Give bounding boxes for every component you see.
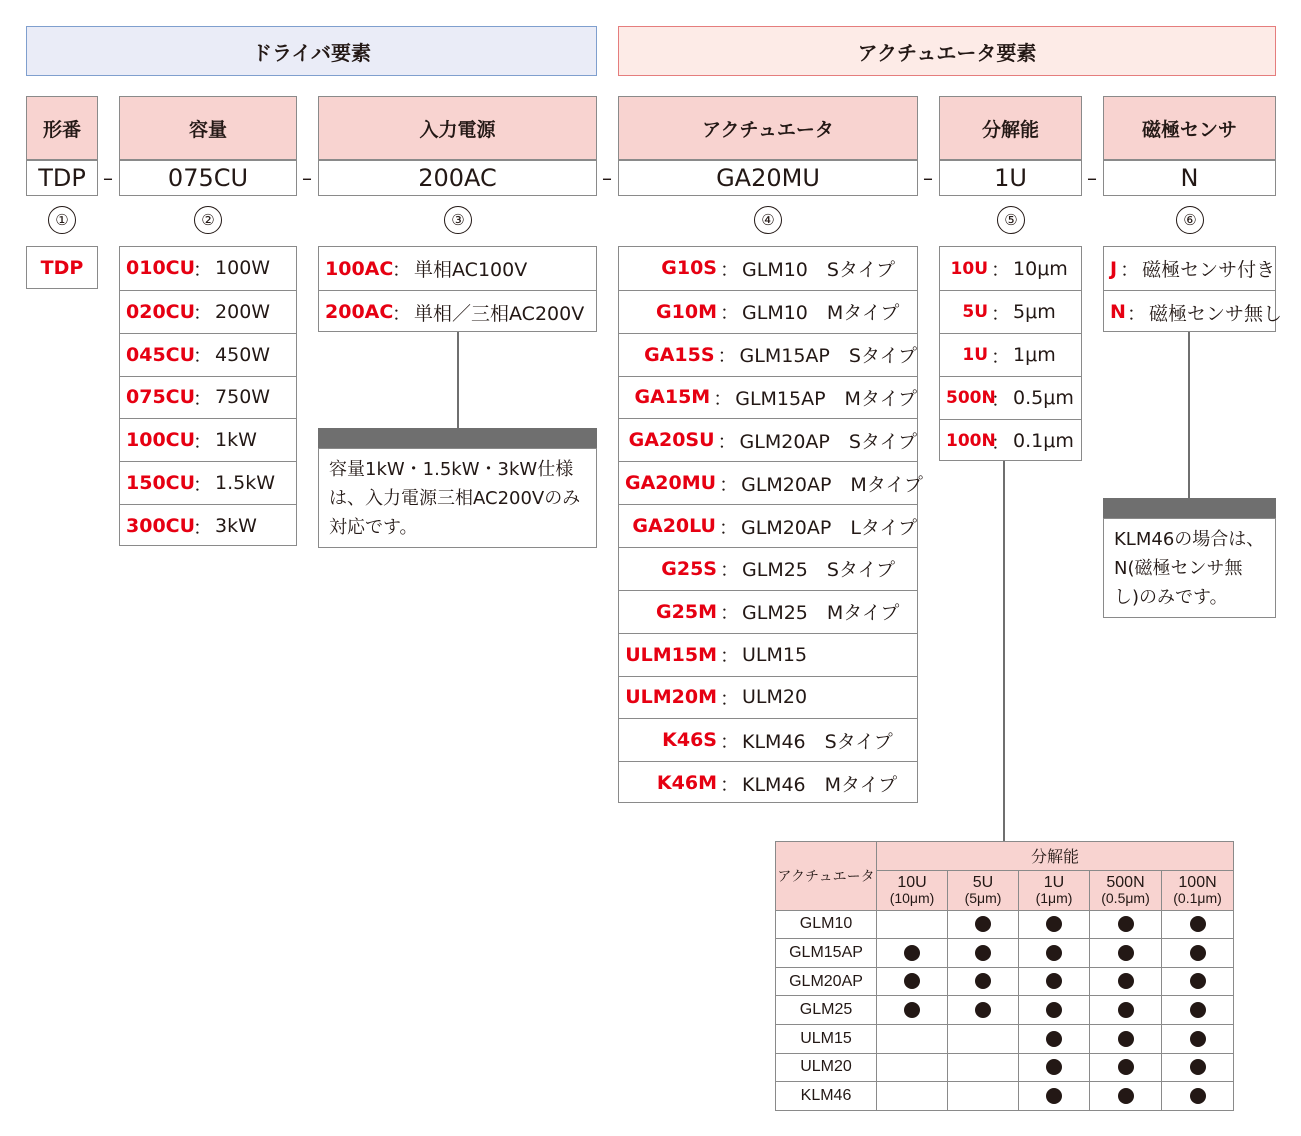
option-key: J [1110, 257, 1118, 280]
code-power: 200AC [318, 160, 597, 196]
matrix-row-label: GLM10 [776, 910, 877, 939]
list-item [619, 547, 917, 590]
separator: ： [717, 430, 737, 453]
matrix-cell [1162, 1024, 1234, 1053]
option-key: G10M [656, 300, 717, 323]
option-key: 100AC [325, 257, 394, 280]
matrix-cell [1162, 939, 1234, 968]
option-value: 3kW [215, 515, 257, 538]
matrix-cell [1090, 1082, 1162, 1111]
table-row [776, 967, 1234, 996]
actuator-group-header: アクチュエータ要素 [618, 26, 1276, 76]
matrix-cell [1162, 1082, 1234, 1111]
separator: ： [720, 730, 740, 753]
matrix-cell [1019, 1024, 1090, 1053]
model-option-box [26, 246, 98, 289]
option-value: GLM20AP Lタイプ [741, 516, 917, 539]
list-item [120, 290, 296, 333]
supported-dot-icon [1118, 916, 1134, 932]
separator: ： [991, 345, 1011, 368]
power-note: 容量1kW・1.5kW・3kW仕様は、入力電源三相AC200Vのみ対応です。 [318, 448, 597, 548]
connector-line [1188, 332, 1190, 498]
dash: – [302, 166, 312, 190]
matrix-row-label: GLM25 [776, 996, 877, 1025]
option-key: K46S [662, 729, 717, 752]
separator: ： [193, 473, 213, 496]
separator: ： [720, 773, 740, 796]
matrix-col-header [1019, 870, 1090, 910]
separator: ： [719, 516, 739, 539]
col-resolution: (0.5μm) [1101, 890, 1150, 907]
table-row [776, 1053, 1234, 1082]
option-key: 100N [946, 431, 996, 451]
circled-number-2: ② [194, 206, 222, 234]
option-value: 単相AC100V [414, 259, 528, 281]
option-value: GLM25 Sタイプ [742, 559, 896, 582]
compatibility-matrix [775, 841, 1234, 1111]
separator: ： [991, 388, 1011, 411]
list-item [940, 247, 1081, 290]
code-actuator: GA20MU [618, 160, 918, 196]
supported-dot-icon [975, 1002, 991, 1018]
dash: – [923, 166, 933, 190]
supported-dot-icon [975, 973, 991, 989]
sensor-options [1103, 246, 1283, 332]
matrix-cell [1162, 967, 1234, 996]
option-value: 1μm [1013, 344, 1056, 366]
header-resolution: 分解能 [939, 96, 1082, 160]
supported-dot-icon [1046, 945, 1062, 961]
list-item [319, 290, 596, 333]
matrix-cell [948, 967, 1019, 996]
table-row [776, 996, 1234, 1025]
table-row [776, 1082, 1234, 1111]
option-key: N [1110, 301, 1126, 323]
dash: – [103, 166, 113, 190]
supported-dot-icon [975, 916, 991, 932]
option-key: GA15S [644, 343, 715, 366]
separator: ： [719, 473, 739, 496]
option-value: 1.5kW [215, 472, 276, 495]
matrix-cell [1090, 1024, 1162, 1053]
matrix-row-label: ULM20 [776, 1053, 877, 1082]
separator: ： [720, 645, 740, 668]
col-code: 100N [1178, 874, 1217, 892]
option-value: 磁極センサ無し [1149, 302, 1283, 325]
separator: ： [1120, 259, 1140, 281]
option-key: ULM15M [625, 643, 717, 666]
option-value: KLM46 Mタイプ [742, 773, 898, 796]
option-value: 0.1μm [1013, 430, 1074, 452]
separator: ： [991, 259, 1011, 281]
option-value: 200W [215, 300, 271, 323]
list-item [1104, 247, 1275, 290]
matrix-row-label: KLM46 [776, 1082, 877, 1111]
list-item [619, 461, 923, 504]
option-value: ULM15 [742, 643, 808, 666]
option-key: K46M [656, 772, 717, 795]
connector-line [1003, 461, 1005, 841]
separator: ： [720, 258, 740, 281]
option-key: G25S [661, 557, 717, 580]
option-key: GA20SU [628, 429, 715, 452]
separator: ： [1127, 302, 1147, 325]
option-key: 500N [946, 388, 996, 408]
list-item [940, 376, 1081, 419]
separator: ： [991, 431, 1011, 454]
option-key: 075CU [126, 386, 196, 409]
matrix-cell [948, 996, 1019, 1025]
option-value: 100W [215, 257, 271, 280]
col-resolution: (0.1μm) [1173, 890, 1222, 907]
code-resolution: 1U [939, 160, 1082, 196]
code-sensor: N [1103, 160, 1276, 196]
code-model: TDP [26, 160, 98, 196]
matrix-cell [877, 910, 948, 939]
supported-dot-icon [904, 945, 920, 961]
separator: ： [193, 430, 213, 453]
dash: – [602, 166, 612, 190]
header-sensor: 磁極センサ [1103, 96, 1276, 160]
supported-dot-icon [1046, 1002, 1062, 1018]
separator: ： [720, 559, 740, 582]
list-item [120, 333, 296, 376]
option-value: GLM25 Mタイプ [742, 602, 900, 625]
option-value: 5μm [1013, 301, 1056, 323]
table-row [776, 1024, 1234, 1053]
supported-dot-icon [904, 1002, 920, 1018]
list-item [120, 504, 296, 547]
matrix-cell [948, 939, 1019, 968]
matrix-cell [877, 1053, 948, 1082]
matrix-cell [1090, 996, 1162, 1025]
col-code: 500N [1106, 874, 1145, 892]
matrix-corner: アクチュエータ [776, 842, 877, 911]
option-key: 150CU [126, 472, 196, 495]
header-capacity: 容量 [119, 96, 297, 160]
sensor-note: KLM46の場合は、N(磁極センサ無し)のみです。 [1103, 518, 1276, 618]
supported-dot-icon [1118, 1031, 1134, 1047]
list-item [619, 761, 917, 804]
matrix-cell [877, 1082, 948, 1111]
note-bar [318, 428, 597, 448]
option-value: GLM10 Mタイプ [742, 302, 900, 325]
capacity-options [119, 246, 297, 546]
col-code: 1U [1043, 874, 1065, 892]
list-item [619, 504, 917, 547]
matrix-cell [1162, 996, 1234, 1025]
matrix-cell [948, 1082, 1019, 1111]
matrix-row-label: GLM20AP [776, 967, 877, 996]
supported-dot-icon [1046, 916, 1062, 932]
matrix-cell [1019, 1082, 1090, 1111]
option-key: TDP [40, 257, 84, 279]
code-capacity: 075CU [119, 160, 297, 196]
matrix-row-label: ULM15 [776, 1024, 877, 1053]
list-item [619, 290, 917, 333]
col-code: 10U [897, 874, 927, 892]
supported-dot-icon [1046, 1088, 1062, 1104]
list-item [619, 633, 917, 676]
matrix-cell [877, 939, 948, 968]
separator: ： [193, 258, 213, 281]
option-key: 010CU [126, 257, 196, 280]
option-value: 750W [215, 386, 271, 409]
matrix-group-header: 分解能 [877, 842, 1234, 871]
matrix-col-header [948, 870, 1019, 910]
list-item [619, 590, 917, 633]
list-item [940, 290, 1081, 333]
list-item [940, 333, 1081, 376]
option-key: ULM20M [625, 686, 717, 709]
supported-dot-icon [1118, 945, 1134, 961]
separator: ： [193, 387, 213, 410]
list-item [120, 418, 296, 461]
matrix-cell [1019, 967, 1090, 996]
matrix-col-header [1090, 870, 1162, 910]
list-item [619, 718, 917, 761]
matrix-cell [1090, 1053, 1162, 1082]
option-key: 5U [962, 302, 988, 322]
supported-dot-icon [1118, 1059, 1134, 1075]
circled-number-3: ③ [444, 206, 472, 234]
option-key: 1U [962, 345, 988, 365]
supported-dot-icon [1190, 916, 1206, 932]
option-key: G10S [661, 257, 717, 280]
list-item [619, 676, 917, 719]
option-value: ULM20 [742, 686, 808, 709]
driver-group-header: ドライバ要素 [26, 26, 597, 76]
matrix-col-header [1162, 870, 1234, 910]
circled-number-6: ⑥ [1176, 206, 1204, 234]
actuator-options [618, 246, 923, 803]
option-value: 0.5μm [1013, 387, 1074, 409]
col-resolution: (10μm) [889, 890, 935, 907]
dash: – [1087, 166, 1097, 190]
separator: ： [193, 302, 213, 325]
matrix-cell [1019, 939, 1090, 968]
supported-dot-icon [1046, 1031, 1062, 1047]
header-model: 形番 [26, 96, 98, 160]
option-key: 10U [950, 258, 988, 279]
col-resolution: (1μm) [1035, 890, 1073, 907]
header-power: 入力電源 [318, 96, 597, 160]
option-key: G25M [656, 600, 717, 623]
option-value: 1kW [215, 429, 257, 452]
option-key: GA15M [634, 386, 711, 409]
supported-dot-icon [1046, 1059, 1062, 1075]
note-bar [1103, 498, 1276, 518]
matrix-cell [1162, 1053, 1234, 1082]
list-item [120, 461, 296, 504]
matrix-col-header [877, 870, 948, 910]
matrix-cell [877, 996, 948, 1025]
matrix-cell [948, 1024, 1019, 1053]
matrix-cell [1090, 910, 1162, 939]
supported-dot-icon [1190, 1002, 1206, 1018]
option-value: GLM20AP Sタイプ [739, 430, 917, 453]
matrix-cell [1019, 996, 1090, 1025]
matrix-cell [877, 967, 948, 996]
list-item [619, 247, 917, 290]
separator: ： [193, 345, 213, 368]
table-row [776, 939, 1234, 968]
separator: ： [717, 345, 737, 368]
supported-dot-icon [1190, 1031, 1206, 1047]
separator: ： [991, 302, 1011, 325]
option-key: GA20MU [625, 472, 717, 495]
option-value: GLM15AP Mタイプ [735, 387, 917, 410]
option-key: GA20LU [632, 515, 716, 538]
header-actuator: アクチュエータ [618, 96, 918, 160]
matrix-cell [877, 1024, 948, 1053]
col-resolution: (5μm) [964, 890, 1002, 907]
option-key: 045CU [126, 343, 196, 366]
option-value: GLM20AP Mタイプ [741, 473, 923, 496]
separator: ： [720, 687, 740, 710]
option-key: 100CU [126, 429, 196, 452]
list-item [319, 247, 596, 290]
list-item [120, 247, 296, 290]
option-value: KLM46 Sタイプ [742, 730, 893, 753]
circled-number-1: ① [48, 206, 76, 234]
supported-dot-icon [975, 945, 991, 961]
col-code: 5U [972, 874, 994, 892]
option-value: 磁極センサ付き [1142, 259, 1276, 281]
matrix-cell [1019, 1053, 1090, 1082]
separator: ： [392, 302, 412, 325]
separator: ： [713, 387, 733, 410]
list-item [619, 376, 917, 419]
supported-dot-icon [1190, 1088, 1206, 1104]
supported-dot-icon [1190, 945, 1206, 961]
option-value: GLM10 Sタイプ [742, 258, 896, 281]
option-value: GLM15AP Sタイプ [739, 345, 917, 368]
list-item [27, 247, 97, 289]
matrix-row-label: GLM15AP [776, 939, 877, 968]
separator: ： [720, 302, 740, 325]
list-item [619, 333, 917, 376]
matrix-cell [1090, 939, 1162, 968]
option-value: 10μm [1013, 257, 1068, 280]
list-item [619, 418, 917, 461]
resolution-options [939, 246, 1082, 461]
option-key: 020CU [126, 300, 196, 323]
supported-dot-icon [1046, 973, 1062, 989]
option-value: 単相／三相AC200V [414, 302, 585, 325]
option-value: 450W [215, 343, 271, 366]
list-item [940, 419, 1081, 462]
circled-number-4: ④ [754, 206, 782, 234]
supported-dot-icon [1118, 1002, 1134, 1018]
separator: ： [392, 259, 412, 281]
supported-dot-icon [1190, 973, 1206, 989]
matrix-cell [948, 1053, 1019, 1082]
list-item [1104, 290, 1283, 333]
option-key: 200AC [325, 301, 394, 323]
separator: ： [720, 602, 740, 625]
option-key: 300CU [126, 515, 196, 538]
supported-dot-icon [904, 973, 920, 989]
matrix-cell [948, 910, 1019, 939]
table-row [776, 910, 1234, 939]
supported-dot-icon [1190, 1059, 1206, 1075]
matrix-cell [1090, 967, 1162, 996]
connector-line [457, 332, 459, 428]
separator: ： [193, 516, 213, 539]
list-item [120, 376, 296, 419]
power-options [318, 246, 597, 332]
matrix-cell [1019, 910, 1090, 939]
matrix-cell [1162, 910, 1234, 939]
supported-dot-icon [1118, 973, 1134, 989]
supported-dot-icon [1118, 1088, 1134, 1104]
circled-number-5: ⑤ [997, 206, 1025, 234]
